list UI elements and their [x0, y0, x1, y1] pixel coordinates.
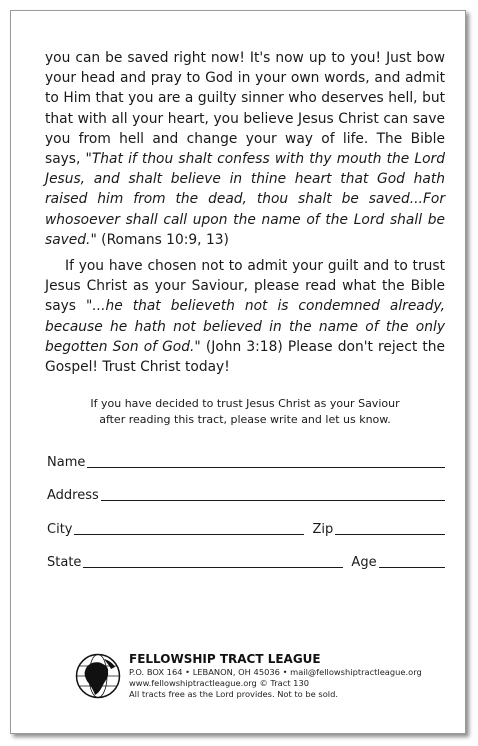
name-field-row	[47, 453, 445, 470]
city-label: City	[47, 522, 73, 537]
state-field-line[interactable]	[83, 553, 343, 568]
publisher-website: www.fellowshiptractleague.org © Tract 130	[129, 678, 310, 688]
name-label: Name	[47, 455, 86, 470]
form-intro-line-2: after reading this tract, please write and let us know.	[99, 413, 391, 426]
address-label: Address	[47, 488, 99, 503]
city-field-line[interactable]	[74, 520, 304, 535]
form-intro-line-1: If you have decided to trust Jesus Christ as your Saviour	[90, 397, 400, 410]
address-field-line[interactable]	[101, 486, 445, 501]
publisher-details	[129, 651, 469, 700]
publisher-footer	[75, 651, 475, 711]
paragraph-1-text: you can be saved right now! It's now up to you! Just bow your head and pray to God in your own words, and admit to Him that you are a guilty sinner who deserves hell, but that with all your heart, you believe Jesus Christ can save you from hell and change your way of life. The Bible says,	[45, 50, 445, 168]
address-field-row	[47, 486, 445, 503]
state-label: State	[47, 555, 82, 570]
distribution-notice: All tracts free as the Lord provides. Not to be sold.	[129, 689, 338, 699]
paragraph-2-text: If you have chosen not to admit your guilt and to trust Jesus Christ as your Saviour, please read what the Bible says	[45, 258, 445, 315]
age-field-line[interactable]	[379, 553, 445, 568]
name-field-line[interactable]	[87, 453, 445, 468]
response-form-intro	[45, 396, 445, 428]
state-age-field-row	[47, 553, 445, 570]
romans-quote: "That if thou shalt confess with thy mouth the Lord Jesus, and shalt believe in thine heart that God hath raised him from the dead, thou shalt be saved...For whosoever shall call upon the name of the Lord shall be saved."	[45, 151, 445, 248]
publisher-name: FELLOWSHIP TRACT LEAGUE	[129, 652, 321, 666]
john-quote: "...he that believeth not is condemned already, because he hath not believed in the name of the only begotten Son of God."	[45, 298, 445, 355]
zip-field-line[interactable]	[335, 520, 445, 535]
john-reference-closing: (John 3:18) Please don't reject the Gospel! Trust Christ today!	[45, 338, 445, 376]
globe-with-hand-icon	[75, 653, 121, 699]
tract-page	[10, 10, 466, 734]
age-label: Age	[351, 555, 377, 570]
publisher-address: P.O. BOX 164 • LEBANON, OH 45036 • mail@fellowshiptractleague.org	[129, 667, 422, 677]
tract-paragraph-2	[45, 256, 445, 377]
tract-paragraph-1	[45, 48, 445, 250]
city-zip-field-row	[47, 520, 445, 537]
romans-reference: (Romans 10:9, 13)	[96, 231, 229, 248]
zip-label: Zip	[312, 522, 334, 537]
